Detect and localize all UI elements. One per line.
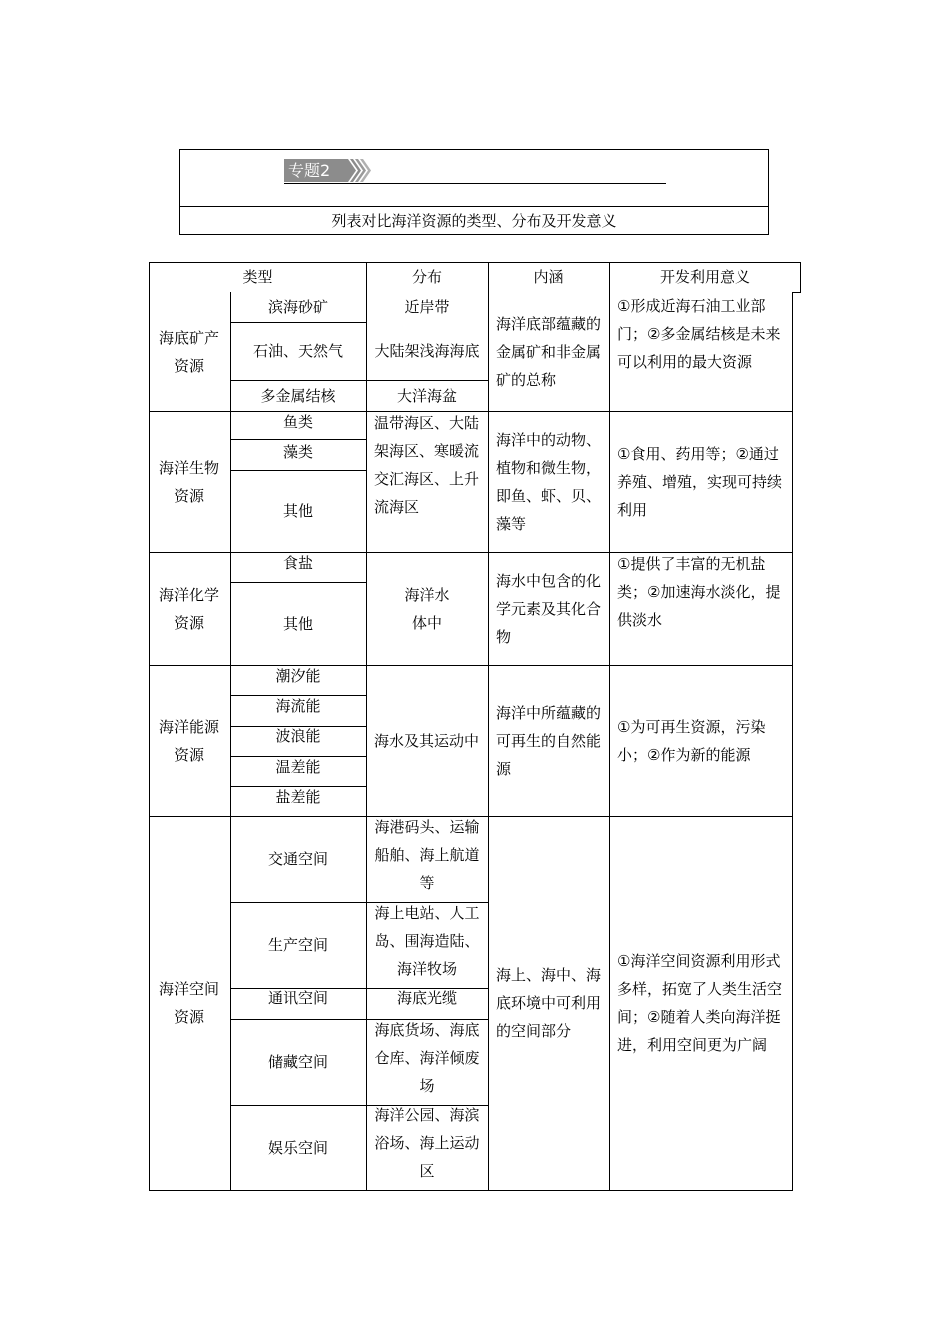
distribution: 近岸带 [404, 298, 450, 316]
distribution: 大洋海盆 [396, 386, 457, 405]
row-divider [230, 902, 488, 903]
topic-badge-group [284, 158, 666, 184]
row-divider [230, 756, 366, 757]
group-divider [149, 552, 793, 553]
topic-header [179, 149, 769, 235]
resources-table [149, 262, 801, 1192]
subtype: 海流能 [275, 697, 321, 715]
distribution: 海上电站、人工岛、围海造陆、海洋牧场 [374, 904, 480, 978]
meaning: 海上、海中、海底环境中可利用的空间部分 [496, 966, 602, 1040]
row-divider [230, 786, 366, 787]
header-distribution: 分布 [411, 268, 442, 286]
table-left-border [149, 262, 150, 1191]
subtype: 娱乐空间 [267, 1138, 328, 1157]
significance: ①形成近海石油工业部门；②多金属结核是未来可以利用的最大资源 [617, 297, 781, 371]
row-divider [230, 726, 366, 727]
topic-subtitle: 列表对比海洋资源的类型、分布及开发意义 [331, 212, 617, 230]
group-name: 海洋能源资源 [159, 717, 220, 764]
row-divider [230, 1105, 488, 1106]
row-divider [230, 470, 366, 471]
row-divider [230, 439, 366, 440]
group-divider [149, 816, 793, 817]
group-name: 海洋生物资源 [159, 458, 220, 505]
meaning: 海洋中所蕴藏的可再生的自然能源 [496, 703, 602, 778]
row-divider [230, 322, 366, 323]
subtype: 其他 [282, 614, 313, 633]
header-meaning: 内涵 [533, 268, 564, 286]
subtype: 温差能 [275, 758, 321, 776]
significance: ①提供了丰富的无机盐类；②加速海水淡化，提供淡水 [617, 555, 781, 629]
table-bottom-border [149, 1190, 793, 1191]
subtype: 盐差能 [275, 788, 321, 806]
row-divider [230, 582, 366, 583]
subtype: 交通空间 [267, 850, 328, 868]
badge-underline [284, 183, 666, 184]
significance: ①为可再生资源，污染小；②作为新的能源 [617, 717, 766, 764]
subtype: 潮汐能 [275, 667, 321, 685]
column-divider [488, 262, 489, 1191]
subtype: 食盐 [282, 554, 313, 572]
column-divider [230, 292, 231, 1191]
table-top-border [149, 262, 801, 263]
topic-banner [180, 150, 768, 207]
topic-badge: 专题2 [284, 159, 340, 182]
significance: ①海洋空间资源利用形式多样，拓宽了人类生活空间；②随着人类向海洋挺进，利用空间更为广阔 [617, 952, 783, 1054]
subtype: 其他 [282, 502, 313, 520]
distribution: 海底光缆 [396, 989, 457, 1007]
subtype: 生产空间 [267, 936, 328, 954]
distribution: 大陆架浅海海底 [374, 342, 480, 360]
group-divider [149, 665, 793, 666]
subtype: 滨海砂矿 [267, 298, 328, 316]
significance: ①食用、药用等；②通过养殖、增殖，实现可持续利用 [617, 444, 783, 519]
group-name: 海底矿产资源 [159, 328, 220, 375]
group-name: 海洋空间资源 [159, 980, 220, 1026]
group-name: 海洋化学资源 [159, 585, 220, 632]
subtype: 多金属结核 [260, 386, 336, 405]
column-divider [366, 262, 367, 1191]
stripes-decoration-icon [340, 159, 374, 182]
meaning: 海洋底部蕴藏的金属矿和非金属矿的总称 [496, 314, 602, 389]
subtype: 藻类 [282, 443, 313, 461]
subtype: 通讯空间 [267, 989, 328, 1007]
subtype: 鱼类 [282, 413, 313, 431]
row-divider [230, 380, 488, 381]
row-divider [230, 1019, 488, 1020]
meaning: 海洋中的动物、植物和微生物，即鱼、虾、贝、藻等 [496, 430, 602, 533]
row-divider [230, 695, 366, 696]
distribution: 海洋公园、海滨浴场、海上运动区 [374, 1106, 480, 1180]
header-right-border [800, 262, 801, 293]
distribution: 海洋水体中 [404, 585, 450, 632]
distribution: 海水及其运动中 [374, 731, 480, 750]
group-divider [149, 411, 793, 412]
table-right-border [792, 292, 793, 1191]
subtype: 石油、天然气 [252, 342, 343, 360]
column-divider [609, 262, 610, 1191]
distribution: 温带海区、大陆架海区、寒暖流交汇海区、上升流海区 [374, 414, 480, 516]
subtype: 波浪能 [275, 727, 321, 745]
distribution: 海港码头、运输船舶、海上航道等 [374, 818, 480, 892]
distribution: 海底货场、海底仓库、海洋倾废场 [374, 1021, 480, 1095]
subtype: 储藏空间 [267, 1053, 328, 1071]
header-type: 类型 [242, 268, 273, 286]
row-divider [230, 988, 488, 989]
header-significance: 开发利用意义 [659, 268, 750, 286]
meaning: 海水中包含的化学元素及其化合物 [496, 571, 602, 646]
